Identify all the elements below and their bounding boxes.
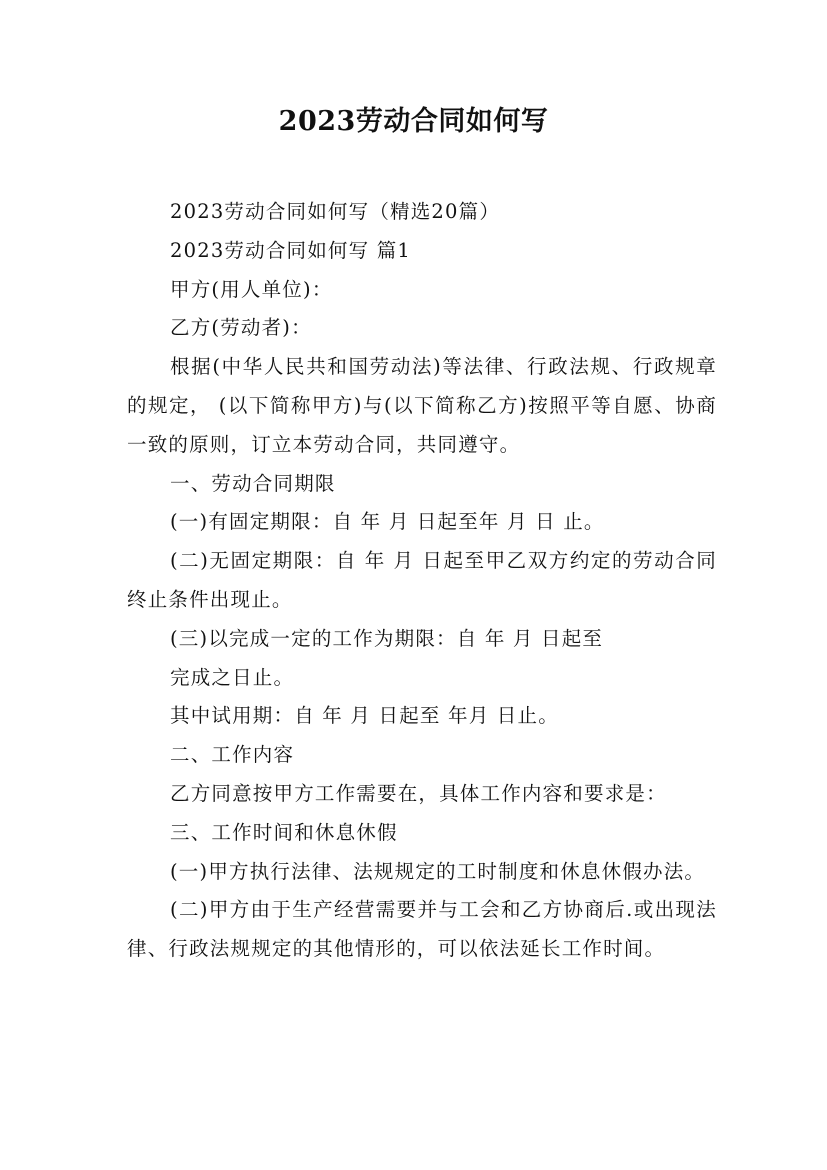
- paragraph-work-content: 乙方同意按甲方工作需要在，具体工作内容和要求是：: [170, 781, 667, 805]
- paragraph-hours-rule-2: (二)甲方由于生产经营需要并与工会和乙方协商后.或出现法律、行政法规规定的其他情形的，可以依法延长工作时间。: [127, 898, 717, 961]
- document-body: [127, 193, 717, 969]
- paragraph-fixed-term: (一)有固定期限：自 年 月 日起至年 月 日 止。: [170, 510, 605, 534]
- paragraph-work-heading: 二、工作内容: [170, 743, 295, 767]
- paragraph-open-term: (二)无固定期限：自 年 月 日起至甲乙双方约定的劳动合同终止条件出现止。: [127, 549, 717, 611]
- paragraph-section-heading: 2023劳动合同如何写 篇1: [170, 238, 412, 262]
- paragraph-party-b: 乙方(劳动者)：: [170, 316, 312, 340]
- paragraph-subtitle: 2023劳动合同如何写（精选20篇）: [170, 200, 501, 223]
- paragraph-term-heading: 一、劳动合同期限: [170, 471, 336, 495]
- document-title: 2023劳动合同如何写: [278, 106, 549, 137]
- paragraph-party-a: 甲方(用人单位)：: [170, 277, 333, 301]
- paragraph-hours-rule-1: (一)甲方执行法律、法规规定的工时制度和休息休假办法。: [170, 859, 706, 883]
- paragraph-probation: 其中试用期：自 年 月 日起至 年月 日止。: [170, 704, 559, 728]
- paragraph-task-term-end: 完成之日止。: [170, 665, 295, 689]
- paragraph-task-term: (三)以完成一定的工作为期限：自 年 月 日起至: [170, 626, 604, 650]
- paragraph-hours-heading: 三、工作时间和休息休假: [170, 820, 398, 844]
- paragraph-preamble: 根据(中华人民共和国劳动法)等法律、行政法规、行政规章的规定， (以下简称甲方)与(以下简称乙方)按照平等自愿、协商一致的原则，订立本劳动合同，共同遵守。: [127, 355, 717, 456]
